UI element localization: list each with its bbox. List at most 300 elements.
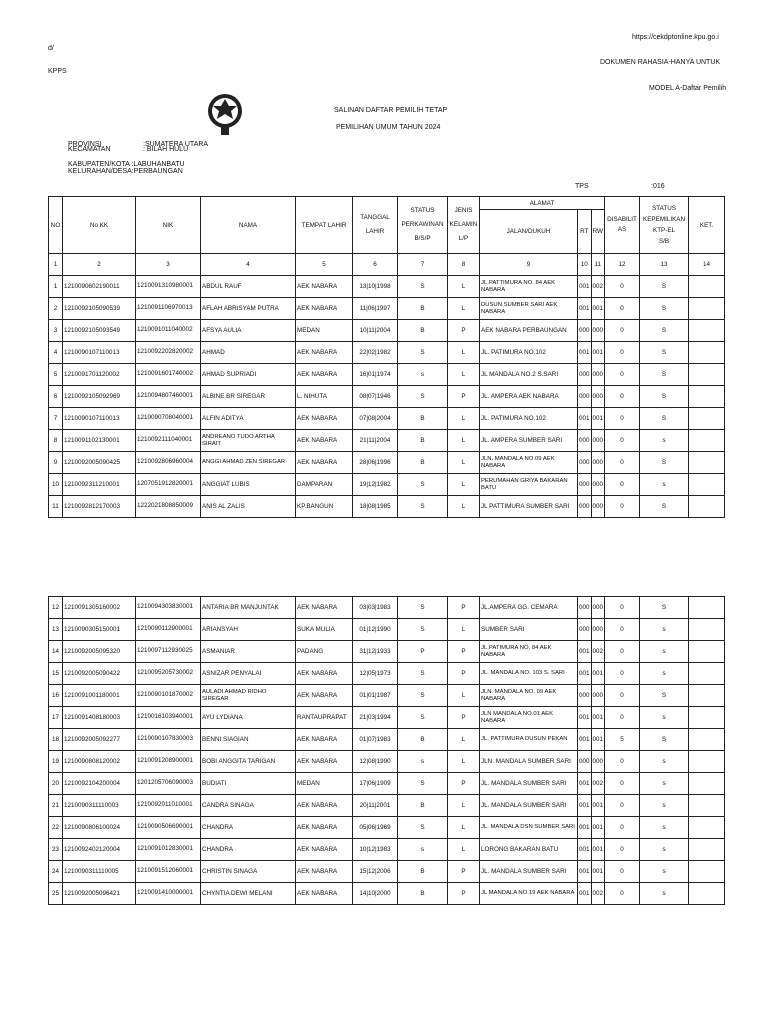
cell-nama: AYU LYDIANA [201,707,296,729]
cell-ktp-el: s [640,474,689,496]
cell-nama: ARIANSYAH [201,619,296,641]
voter-table-page1 [48,196,725,518]
header-left-2: KPPS [48,68,67,75]
cell-nama: ASNIZAR PENYALAI [201,663,296,685]
date-separator: | [375,868,377,875]
cell-jalan: JL. MANDALA SUMBER SARI [480,795,578,817]
cell-no: 19 [49,751,63,773]
cell-jalan: JL. MANDALA SUMBER SARI [480,861,578,883]
provinsi-value: :SUMATERA UTARA [143,141,209,148]
table-row [49,452,725,474]
date-thn: 1990 [376,626,391,633]
cell-tempat-lahir: AEK NABARA [296,817,353,839]
cell-ket [689,839,725,861]
table-row [49,861,725,883]
cell-no-kk: 1210092005090425 [63,452,136,474]
table-row [49,597,725,619]
cell-tanggal-lahir [353,342,398,364]
date-bln: 02 [367,349,375,356]
table-row [49,773,725,795]
cell-status-perkawinan: s [398,839,448,861]
cell-status-perkawinan: S [398,386,448,408]
cell-tanggal-lahir [353,839,398,861]
header-ktp-4: S/B [658,238,670,245]
kecamatan-value: : BILAH HULU [143,146,189,153]
cell-nama: BOBI ANGGITA TARIGAN [201,751,296,773]
date-tgl: 10 [359,327,367,334]
cell-ket [689,641,725,663]
cell-tanggal-lahir [353,298,398,320]
cell-no-kk: 1210092005092277 [63,729,136,751]
cell-nama: ANIS AL ZALIS [201,496,296,518]
date-separator: | [375,481,377,488]
date-thn: 1983 [376,846,391,853]
date-bln: 12 [367,846,375,853]
header-status-3: B/S/P [414,235,431,242]
cell-jenis-kelamin: L [448,496,480,518]
column-number: 5 [296,254,353,276]
cell-nama: BUDIATI [201,773,296,795]
cell-tanggal-lahir [353,663,398,685]
table-row [49,751,725,773]
date-separator: | [366,305,368,312]
cell-rw: 000 [591,597,605,619]
cell-rw: 000 [591,619,605,641]
cell-rt: 001 [578,408,592,430]
cell-no-kk: 1210092005090422 [63,663,136,685]
cell-jenis-kelamin: L [448,452,480,474]
cell-nama: AULADI AHMAD RIDHO SIREGAR [201,685,296,707]
column-number: 7 [398,254,448,276]
cell-ktp-el: S [640,597,689,619]
cell-no-kk: 1210092402120004 [63,839,136,861]
cell-no: 18 [49,729,63,751]
cell-nik: 1210094303830001 [136,597,201,619]
header-status-1: STATUS [410,207,435,214]
cell-no: 3 [49,320,63,342]
tps-label: TPS [575,183,589,190]
cell-rt: 000 [578,619,592,641]
cell-disabilitas: 0 [605,474,640,496]
cell-no-kk: 1210092104200004 [63,773,136,795]
cell-tanggal-lahir [353,386,398,408]
column-number: 6 [353,254,398,276]
date-bln: 11 [368,437,375,444]
date-separator: | [375,670,377,677]
cell-rw: 001 [591,342,605,364]
cell-rw: 001 [591,707,605,729]
header-jk-3: L/P [458,235,469,242]
date-thn: 1969 [376,824,391,831]
cell-rt: 000 [578,496,592,518]
date-separator: | [375,890,377,897]
date-tgl: 13 [359,283,367,290]
cell-ket [689,342,725,364]
cell-ket [689,386,725,408]
cell-nama: AFLAH ABRISYAM PUTRA [201,298,296,320]
cell-rw: 000 [591,751,605,773]
date-bln: 06 [367,305,375,312]
table-row [49,496,725,518]
header-dis-1: DISABILIT [607,216,637,223]
cell-nama: ANTARIA BR MANJUNTAK [201,597,296,619]
cell-status-perkawinan: B [398,298,448,320]
cell-rt: 001 [578,342,592,364]
cell-ktp-el: S [640,685,689,707]
cell-tempat-lahir: DAMPARAN [296,474,353,496]
cell-ket [689,474,725,496]
cell-disabilitas: 0 [605,408,640,430]
cell-rw: 000 [591,364,605,386]
cell-no-kk: 1210090311110005 [63,861,136,883]
cell-jenis-kelamin: P [448,641,480,663]
cell-ket [689,619,725,641]
cell-disabilitas: 5 [605,729,640,751]
table-row [49,320,725,342]
date-separator: | [366,415,368,422]
cell-nama: CANDRA SINAGA [201,795,296,817]
date-bln: 08 [367,415,375,422]
cell-disabilitas: 0 [605,619,640,641]
cell-jenis-kelamin: L [448,276,480,298]
cell-ktp-el: s [640,663,689,685]
date-separator: | [375,714,377,721]
cell-jalan: JL MANDALA NO.19 AEK NABARA [480,883,578,905]
cell-nik: 1210091106970013 [136,298,201,320]
table-row [49,883,725,905]
cell-rt: 001 [578,298,592,320]
cell-rw: 002 [591,883,605,905]
date-thn: 2001 [376,802,391,809]
cell-no: 15 [49,663,63,685]
cell-nik: 1210091208900001 [136,751,201,773]
cell-nama: BENNI SIAGIAN [201,729,296,751]
cell-jalan: JL PATTIMURA SUMBER SARI [480,496,578,518]
cell-tempat-lahir: AEK NABARA [296,408,353,430]
date-thn: 1985 [376,503,391,510]
cell-nik: 1207051912820001 [136,474,201,496]
header-status-2: PERKAWINAN [401,221,444,228]
date-tgl: 01 [359,626,367,633]
date-thn: 1909 [376,780,391,787]
cell-nama: CHANDRA [201,817,296,839]
table-row [49,364,725,386]
cell-jenis-kelamin: P [448,386,480,408]
column-number: 4 [201,254,296,276]
cell-ket [689,883,725,905]
cell-ket [689,496,725,518]
cell-rt: 001 [578,773,592,795]
date-bln: 07 [367,393,375,400]
cell-ket [689,408,725,430]
cell-no: 25 [49,883,63,905]
cell-tempat-lahir: AEK NABARA [296,751,353,773]
date-separator: | [374,437,377,444]
cell-tanggal-lahir [353,795,398,817]
cell-jenis-kelamin: P [448,707,480,729]
cell-status-perkawinan: S [398,685,448,707]
cell-ket [689,861,725,883]
date-separator: | [375,503,377,510]
cell-status-perkawinan: B [398,861,448,883]
date-separator: | [366,459,368,466]
cell-jenis-kelamin: P [448,773,480,795]
header-ktp-el [640,197,689,254]
date-tgl: 11 [359,305,367,312]
cell-rw: 001 [591,861,605,883]
cell-disabilitas: 0 [605,496,640,518]
column-number: 14 [689,254,725,276]
table-row [49,685,725,707]
cell-jenis-kelamin: L [448,751,480,773]
column-number: 12 [605,254,640,276]
cell-ket [689,773,725,795]
cell-jalan: DUSUN SUMBER SARI AEK NABARA [480,298,578,320]
cell-ket [689,452,725,474]
table-row [49,430,725,452]
cell-nik: 1210090101870002 [136,685,201,707]
cell-rt: 000 [578,430,592,452]
date-thn: 1998 [376,283,391,290]
cell-jenis-kelamin: P [448,597,480,619]
header-status-perkawinan [398,197,448,254]
cell-no-kk: 1210091408180003 [63,707,136,729]
cell-jenis-kelamin: P [448,320,480,342]
cell-no: 5 [49,364,63,386]
cell-rw: 000 [591,474,605,496]
cell-tempat-lahir: KP.BANGUN [296,496,353,518]
kpu-logo [206,92,244,136]
cell-nik: 1210091601740002 [136,364,201,386]
source-url[interactable]: https://cekdptonline.kpu.go.i [632,34,719,41]
cell-no: 8 [49,430,63,452]
cell-rt: 001 [578,276,592,298]
cell-tanggal-lahir [353,619,398,641]
cell-jenis-kelamin: L [448,729,480,751]
cell-disabilitas: 0 [605,452,640,474]
cell-tempat-lahir: AEK NABARA [296,795,353,817]
header-ktp-2: KEPEMILIKAN [643,216,686,223]
table-row [49,298,725,320]
cell-nik: 1210090708040001 [136,408,201,430]
date-separator: | [375,604,377,611]
cell-rt: 001 [578,729,592,751]
cell-no: 2 [49,298,63,320]
cell-no: 11 [49,496,63,518]
column-number: 10 [578,254,592,276]
model-label: MODEL A-Daftar Pemilih [649,85,727,92]
cell-ket [689,276,725,298]
date-separator: | [375,626,377,633]
cell-nik: 1210092111040001 [136,430,201,452]
date-bln: 11 [368,802,375,809]
cell-status-perkawinan: S [398,474,448,496]
date-thn: 2004 [376,415,391,422]
date-thn: 1933 [376,648,391,655]
table-row [49,386,725,408]
cell-jalan: JL MANDALA NO.2 S.SARI [480,364,578,386]
cell-nik: 1210094807460001 [136,386,201,408]
cell-disabilitas: 0 [605,861,640,883]
cell-jenis-kelamin: P [448,861,480,883]
doc-title-2: PEMILIHAN UMUM TAHUN 2024 [336,124,441,131]
date-separator: | [366,349,368,356]
cell-status-perkawinan: s [398,751,448,773]
date-tgl: 14 [359,890,367,897]
cell-nik: 1210091512060001 [136,861,201,883]
cell-jenis-kelamin: L [448,298,480,320]
cell-jenis-kelamin: L [448,619,480,641]
date-separator: | [366,846,368,853]
cell-rt: 000 [578,474,592,496]
cell-tempat-lahir: AEK NABARA [296,729,353,751]
cell-jenis-kelamin: L [448,408,480,430]
cell-tempat-lahir: AEK NABARA [296,364,353,386]
cell-status-perkawinan: S [398,496,448,518]
cell-tanggal-lahir [353,751,398,773]
cell-tempat-lahir: MEDAN [296,320,353,342]
date-separator: | [366,692,368,699]
cell-disabilitas: 0 [605,597,640,619]
date-separator: | [366,327,369,334]
cell-tempat-lahir: AEK NABARA [296,685,353,707]
cell-tempat-lahir: AEK NABARA [296,298,353,320]
header-rw: RW [591,210,605,254]
cell-nik: 1210090107830003 [136,729,201,751]
cell-rt: 001 [578,663,592,685]
date-separator: | [366,283,368,290]
cell-ket [689,430,725,452]
cell-no: 20 [49,773,63,795]
date-thn: 1982 [376,481,391,488]
cell-disabilitas: 0 [605,839,640,861]
date-separator: | [375,780,377,787]
cell-nama: AHMAD [201,342,296,364]
cell-rt: 001 [578,883,592,905]
cell-no: 23 [49,839,63,861]
header-nik: NIK [136,197,201,254]
date-tgl: 16 [359,371,367,378]
date-separator: | [366,670,368,677]
date-bln: 06 [367,780,375,787]
date-tgl: 03 [359,604,367,611]
cell-jenis-kelamin: L [448,430,480,452]
date-separator: | [375,846,377,853]
cell-ket [689,298,725,320]
cell-rt: 000 [578,751,592,773]
date-tgl: 07 [359,415,367,422]
cell-no-kk: 1210092311210001 [63,474,136,496]
cell-jalan: JL.PATTIMURA NO. 84 AEK NABARA [480,276,578,298]
cell-jalan: SUMBER SARI [480,619,578,641]
cell-disabilitas: 0 [605,883,640,905]
date-separator: | [375,758,377,765]
cell-jalan: JL. PATIMURA NO.102 [480,342,578,364]
cell-status-perkawinan: S [398,817,448,839]
cell-tanggal-lahir [353,364,398,386]
cell-tanggal-lahir [353,430,398,452]
cell-status-perkawinan: B [398,729,448,751]
cell-rw: 001 [591,408,605,430]
cell-rw: 000 [591,685,605,707]
date-bln: 10 [367,890,375,897]
date-tgl: 12 [359,758,367,765]
date-separator: | [375,283,377,290]
cell-rt: 000 [578,597,592,619]
date-separator: | [375,371,377,378]
date-bln: 12 [367,481,375,488]
date-thn: 1973 [376,670,391,677]
cell-status-perkawinan: S [398,663,448,685]
cell-rt: 001 [578,707,592,729]
table-row [49,729,725,751]
column-number: 2 [63,254,136,276]
cell-status-perkawinan: S [398,707,448,729]
cell-rw: 001 [591,817,605,839]
date-separator: | [375,824,377,831]
cell-tanggal-lahir [353,320,398,342]
cell-no: 10 [49,474,63,496]
date-separator: | [366,824,368,831]
cell-disabilitas: 0 [605,320,640,342]
cell-jalan: JL. AMPERA SUMBER SARI [480,430,578,452]
cell-rt: 001 [578,839,592,861]
header-disabilitas [605,197,640,254]
table-row [49,663,725,685]
cell-tempat-lahir: AEK NABARA [296,861,353,883]
cell-tempat-lahir: AEK NABARA [296,839,353,861]
cell-nama: CHRISTIN SINAGA [201,861,296,883]
cell-no-kk: 1210091305160002 [63,597,136,619]
header-ket: KET. [689,197,725,254]
cell-rt: 001 [578,641,592,663]
cell-nama: AHMAD SUPRIADI [201,364,296,386]
cell-nik: 1210091410000001 [136,883,201,905]
table-row [49,817,725,839]
header-left-1: d/ [48,45,54,52]
cell-tempat-lahir: MEDAN [296,773,353,795]
cell-no-kk: 1210090305150001 [63,619,136,641]
column-number: 8 [448,254,480,276]
date-tgl: 22 [359,349,367,356]
cell-ktp-el: s [640,883,689,905]
tps-value: :016 [651,183,665,190]
cell-no: 9 [49,452,63,474]
cell-ket [689,729,725,751]
cell-rw: 001 [591,663,605,685]
cell-ket [689,707,725,729]
cell-no: 13 [49,619,63,641]
cell-ktp-el: s [640,795,689,817]
date-tgl: 19 [359,481,367,488]
cell-jalan: LORONG BAKARAN BATU [480,839,578,861]
cell-tanggal-lahir [353,496,398,518]
provinsi-label: PROVINSI [68,141,102,148]
cell-rt: 001 [578,861,592,883]
cell-rt: 000 [578,685,592,707]
cell-tanggal-lahir [353,641,398,663]
date-thn: 2004 [376,327,391,334]
cell-jalan: JLN. MANDALA NO. 09 AEK NABARA [480,685,578,707]
header-jk-1: JENIS [454,207,473,214]
header-ktp-1: STATUS [652,205,676,212]
cell-nama: ANGGIAT LUBIS [201,474,296,496]
date-separator: | [375,736,377,743]
cell-jalan: JL.PATIMURA NO. 84 AEK NABARA [480,641,578,663]
cell-jenis-kelamin: P [448,663,480,685]
date-separator: | [366,481,368,488]
cell-tanggal-lahir [353,597,398,619]
